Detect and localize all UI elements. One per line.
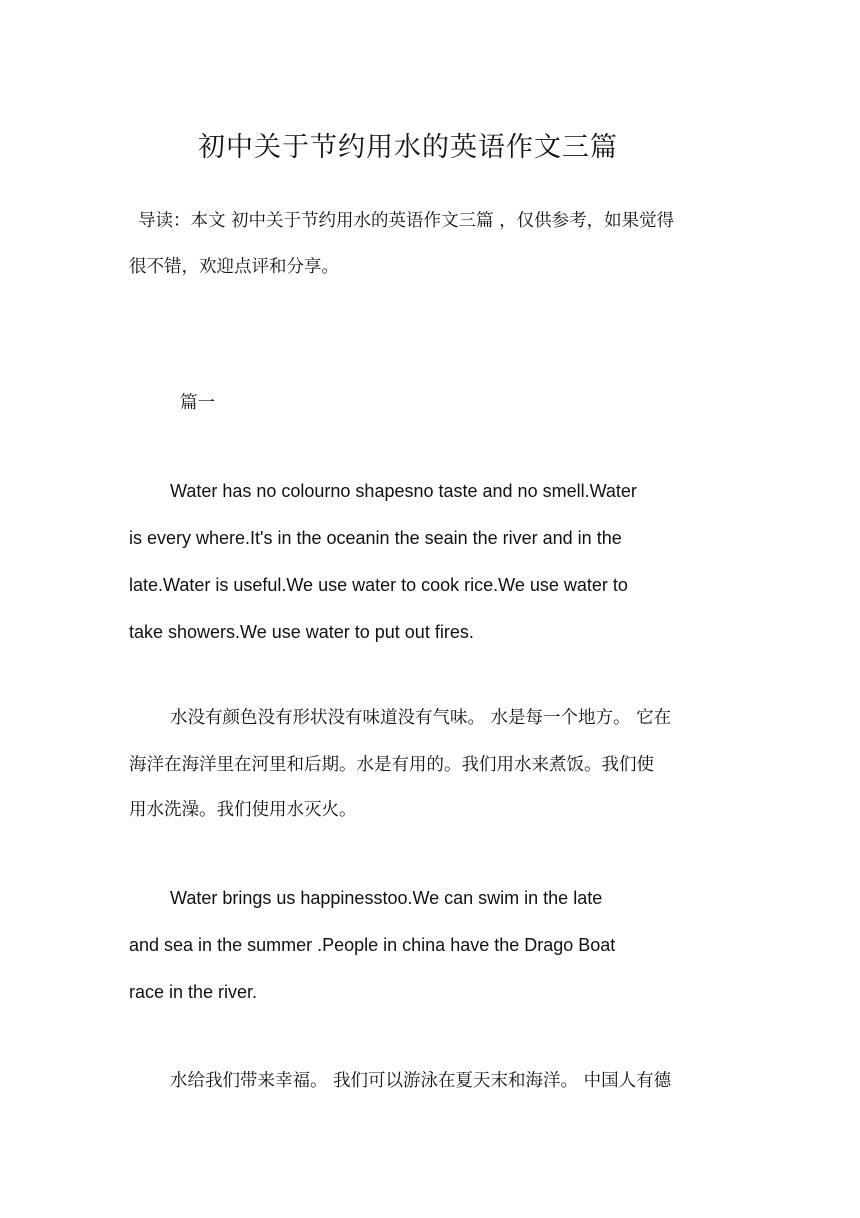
paragraph-line: late.Water is useful.We use water to cook rice.We use water to xyxy=(129,575,628,595)
paragraph-line: Water has no colourno shapesno taste and no smell.Water xyxy=(170,481,637,501)
paragraph-line: 用水洗澡。我们使用水灭火。 xyxy=(129,800,357,820)
section-heading: 篇一 xyxy=(180,393,215,413)
paragraph-line: 水没有颜色没有形状没有味道没有气味。 水是每一个地方。 它在 xyxy=(170,708,672,728)
paragraph-line: take showers.We use water to put out fires. xyxy=(129,622,474,642)
paragraph-line: and sea in the summer .People in china have the Drago Boat xyxy=(129,935,616,955)
paragraph-line: is every where.It's in the oceanin the seain the river and in the xyxy=(129,528,622,548)
paragraph-line: race in the river. xyxy=(129,982,258,1002)
paragraph-line: 水给我们带来幸福。 我们可以游泳在夏天末和海洋。 中国人有德 xyxy=(170,1071,672,1091)
intro-line-1: 导读：本文 初中关于节约用水的英语作文三篇 ，仅供参考，如果觉得 xyxy=(138,211,675,231)
paragraph-line: 海洋在海洋里在河里和后期。水是有用的。我们用水来煮饭。我们使 xyxy=(129,755,654,775)
paragraph-line: Water brings us happinesstoo.We can swim in the late xyxy=(170,888,603,908)
intro-line-2: 很不错，欢迎点评和分享。 xyxy=(129,257,339,277)
document-title: 初中关于节约用水的英语作文三篇 xyxy=(198,132,618,163)
